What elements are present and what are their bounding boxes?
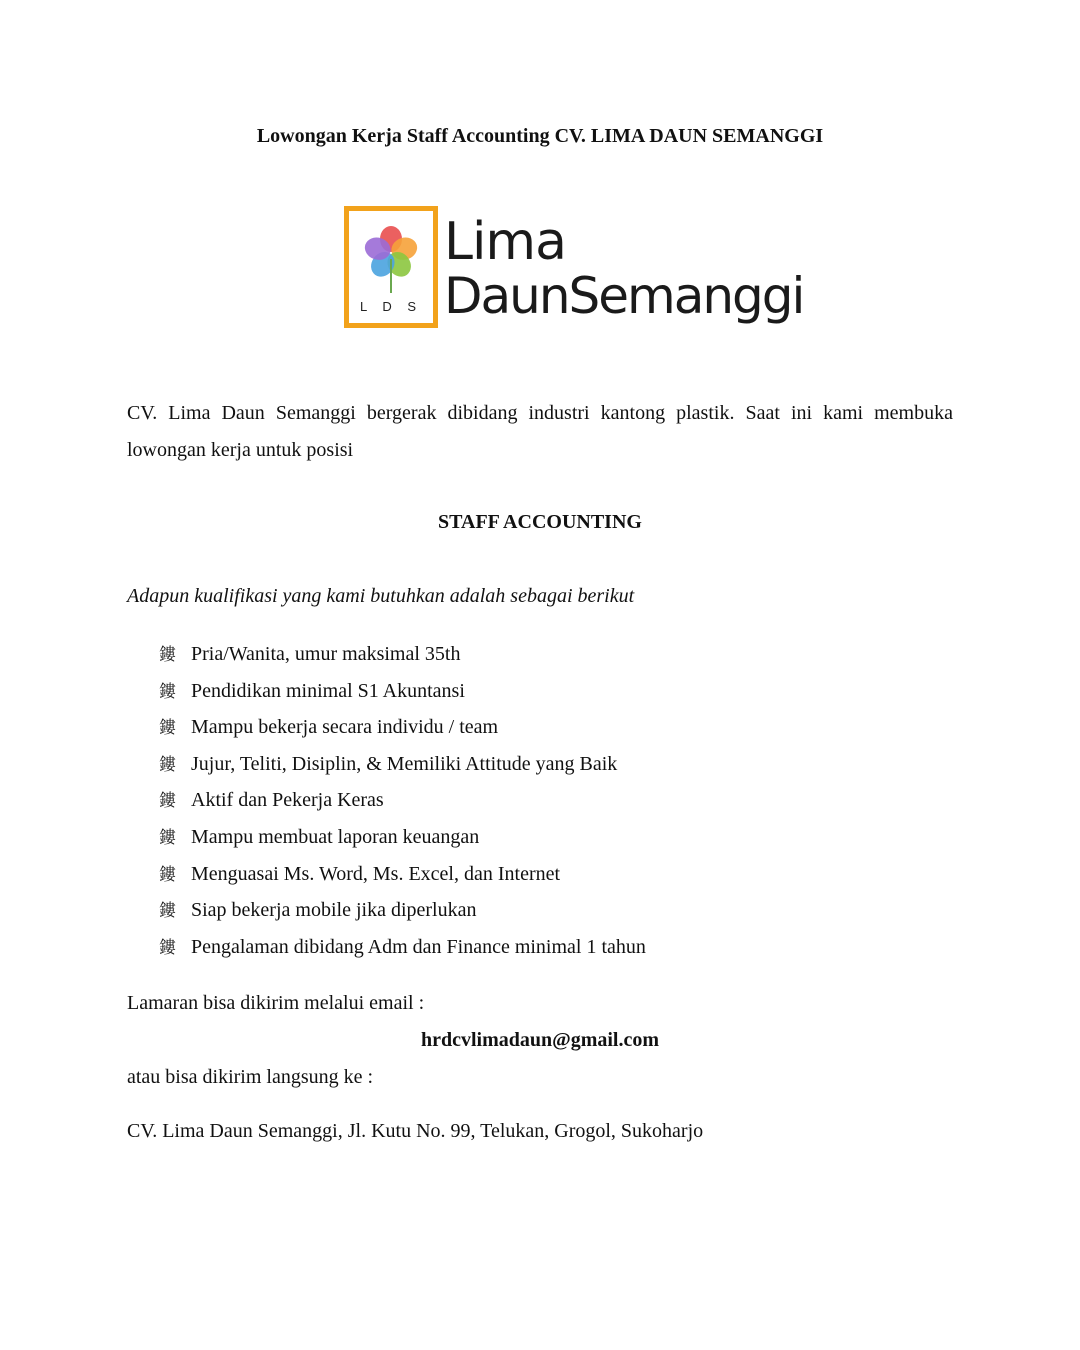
qualification-text: Aktif dan Pekerja Keras xyxy=(191,789,384,812)
bullet-icon: 鏤 xyxy=(159,791,176,812)
qualification-text: Menguasai Ms. Word, Ms. Excel, dan Internet xyxy=(191,862,561,885)
position-title: STAFF ACCOUNTING xyxy=(438,511,642,533)
qualifications-intro: Adapun kualifikasi yang kami butuhkan adalah sebagai berikut xyxy=(127,585,635,607)
qualification-item xyxy=(159,674,646,711)
qualification-item xyxy=(159,747,646,784)
qualification-text: Siap bekerja mobile jika diperlukan xyxy=(191,899,477,922)
bullet-icon: 鏤 xyxy=(159,864,176,885)
qualification-item xyxy=(159,930,646,967)
logo-emblem xyxy=(344,206,438,328)
bullet-icon: 鏤 xyxy=(159,827,176,848)
qualification-item xyxy=(159,637,646,674)
clover-icon xyxy=(357,219,425,297)
qualification-item xyxy=(159,820,646,857)
bullet-icon: 鏤 xyxy=(159,681,176,702)
qualification-text: Pendidikan minimal S1 Akuntansi xyxy=(191,679,465,702)
intro-paragraph: CV. Lima Daun Semanggi bergerak dibidang industri kantong plastik. Saat ini kami membuka lowongan kerja untuk posisi xyxy=(127,402,953,461)
apply-direct-label: atau bisa dikirim langsung ke : xyxy=(127,1066,374,1088)
qualification-item xyxy=(159,710,646,747)
qualification-text: Mampu membuat laporan keuangan xyxy=(191,825,480,848)
logo-initials: L D S xyxy=(359,299,423,314)
bullet-icon: 鏤 xyxy=(159,754,176,775)
bullet-icon: 鏤 xyxy=(159,718,176,739)
qualification-item xyxy=(159,783,646,820)
logo-word-lima: Lima xyxy=(444,212,566,272)
qualification-text: Pria/Wanita, umur maksimal 35th xyxy=(191,643,461,665)
bullet-icon: 鏤 xyxy=(159,645,176,665)
bullet-icon: 鏤 xyxy=(159,937,176,958)
bullet-icon: 鏤 xyxy=(159,901,176,922)
qualification-item xyxy=(159,857,646,894)
qualification-text: Jujur, Teliti, Disiplin, & Memiliki Attitude yang Baik xyxy=(191,752,618,775)
apply-email-label: Lamaran bisa dikirim melalui email : xyxy=(127,992,425,1014)
company-logo xyxy=(344,206,804,330)
company-address: CV. Lima Daun Semanggi, Jl. Kutu No. 99, Telukan, Grogol, Sukoharjo xyxy=(127,1120,704,1142)
logo-word-daunsemanggi: DaunSemanggi xyxy=(444,267,804,325)
qualification-text: Mampu bekerja secara individu / team xyxy=(191,716,499,739)
qualification-text: Pengalaman dibidang Adm dan Finance minimal 1 tahun xyxy=(191,935,646,958)
qualifications-list xyxy=(159,637,646,966)
qualification-item xyxy=(159,893,646,930)
document-title: Lowongan Kerja Staff Accounting CV. LIMA DAUN SEMANGGI xyxy=(256,125,824,147)
contact-email: hrdcvlimadaun@gmail.com xyxy=(420,1029,660,1051)
